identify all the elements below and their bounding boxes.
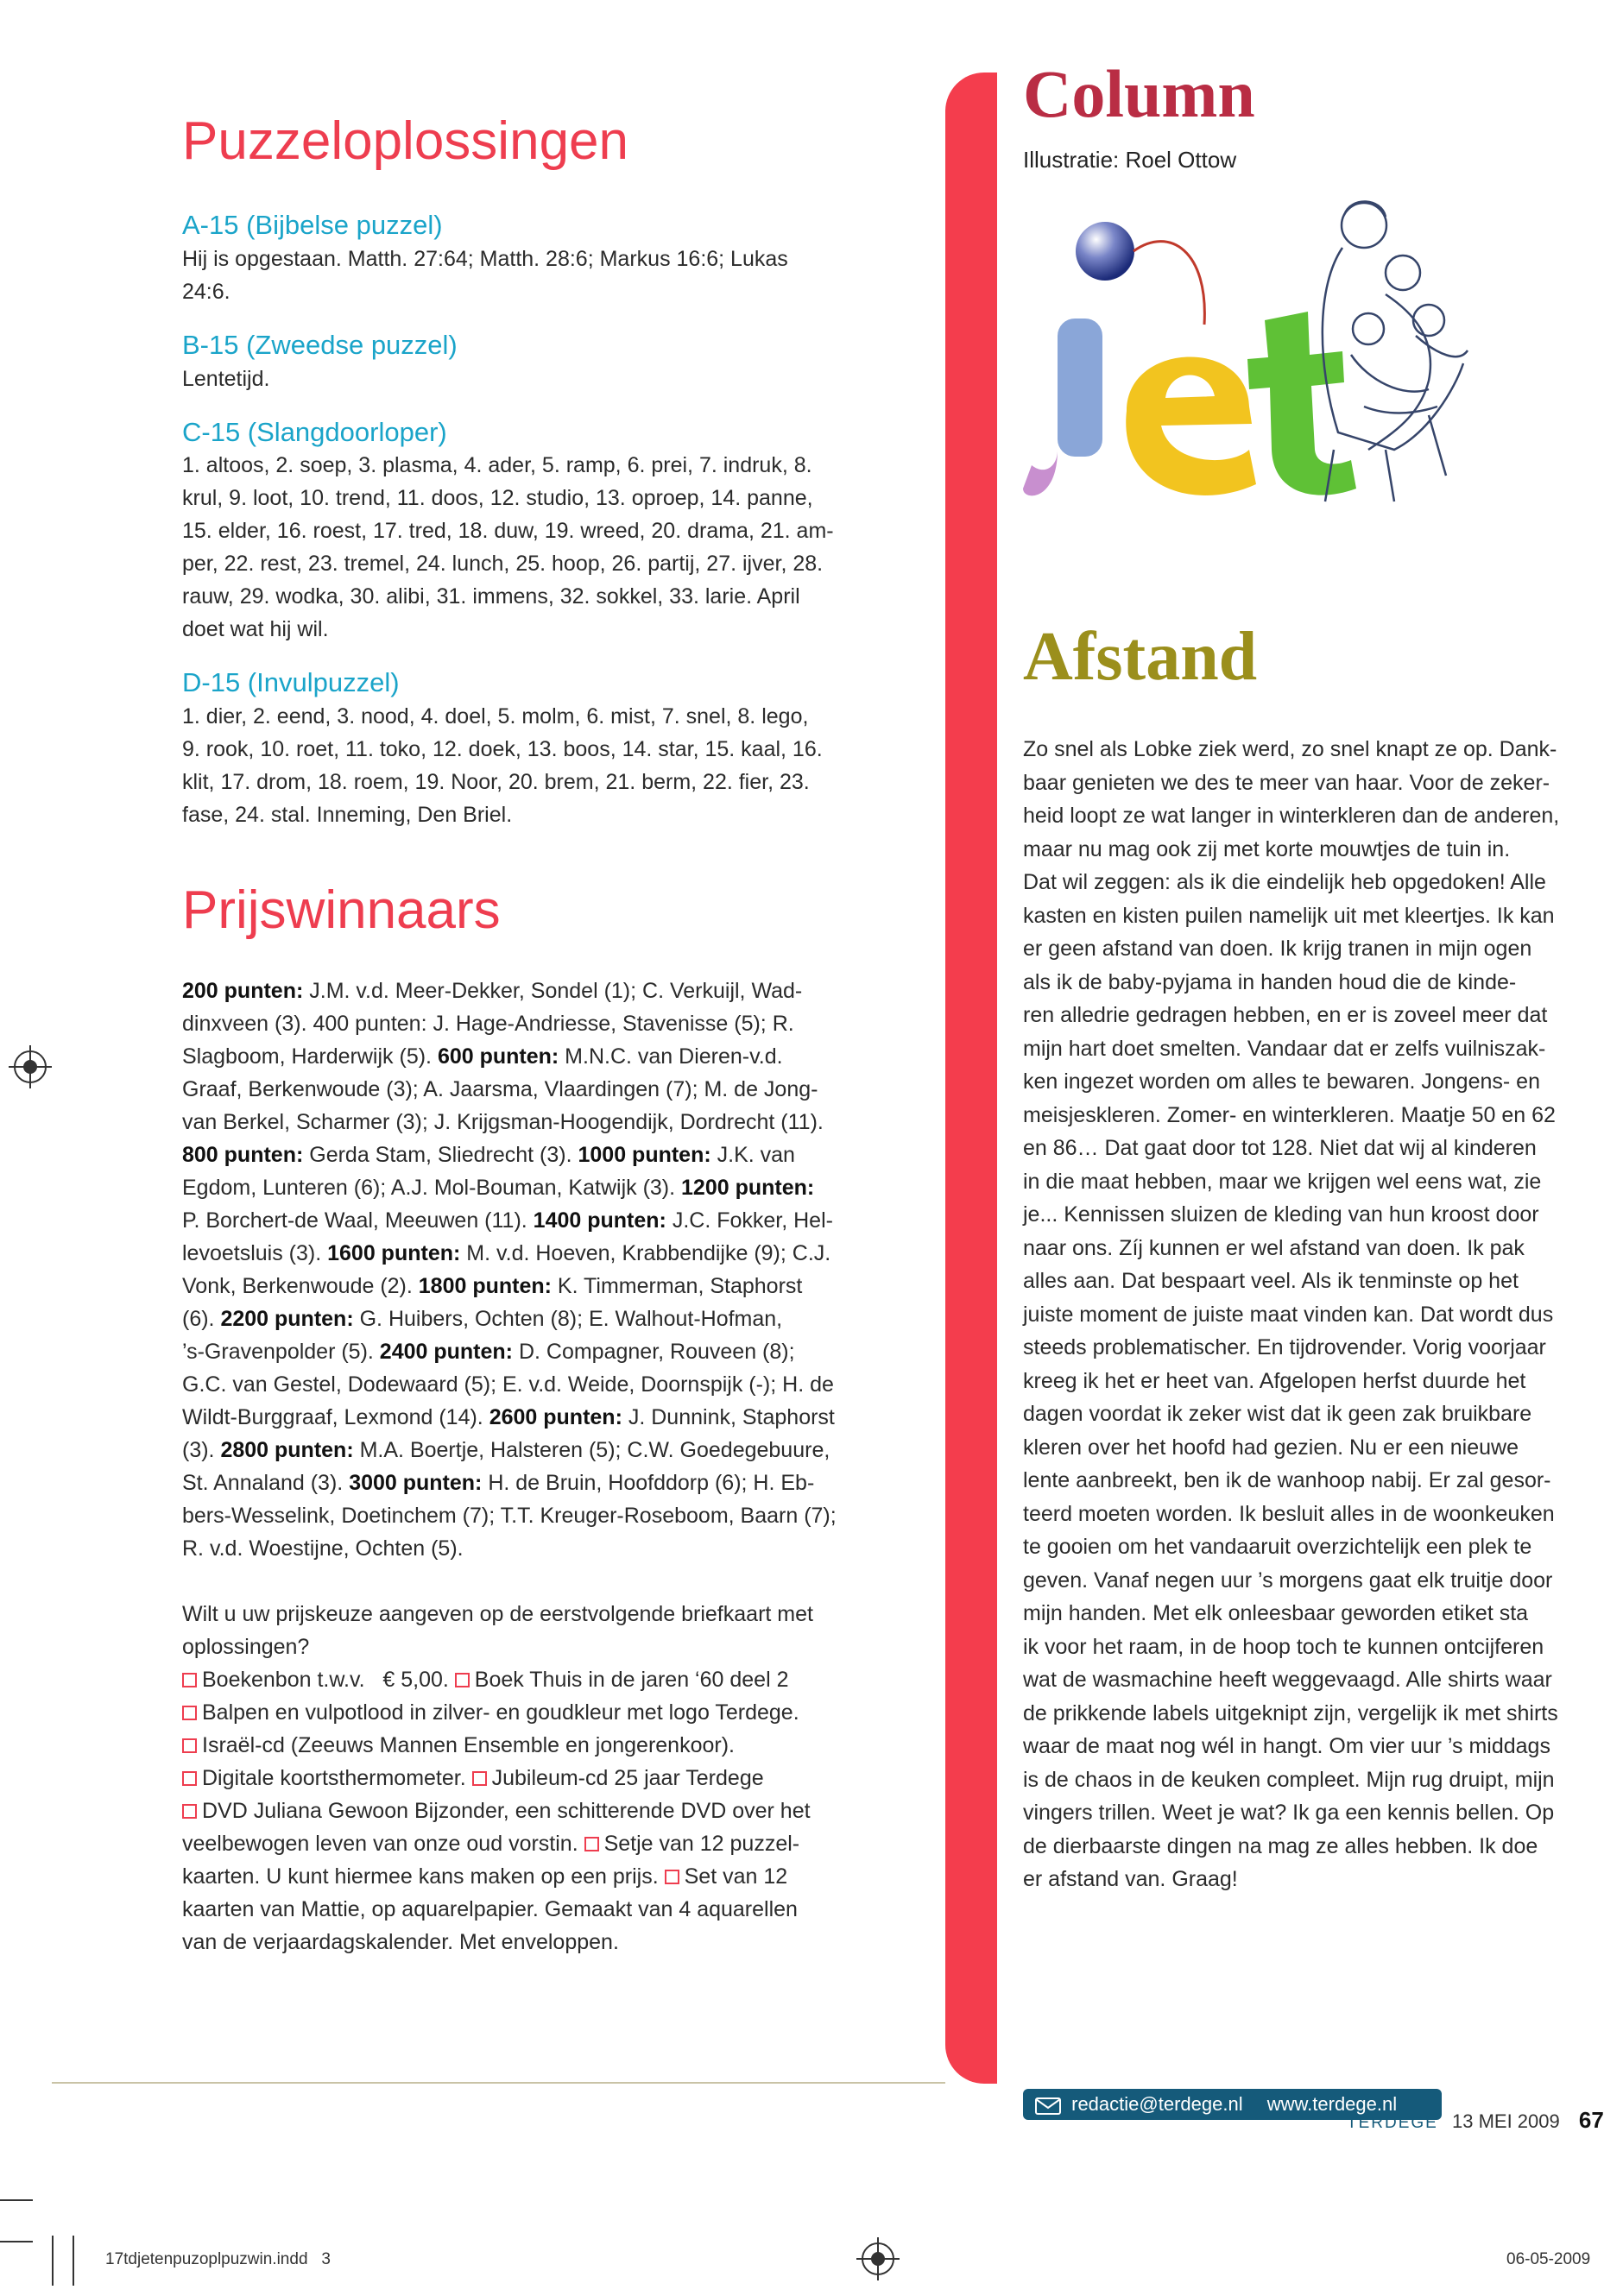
column-body-line: mijn handen. Met elk onleesbaar geworden etiket sta [1023, 1601, 1529, 1625]
points-label: 2200 punten: [220, 1307, 354, 1332]
registration-mark-icon [862, 2242, 894, 2275]
line-text: M.A. Boertje, Halsteren (5); C.W. Goedegebuure, [353, 1438, 830, 1463]
choice-line [182, 1729, 873, 1762]
crop-mark [0, 2199, 33, 2201]
puzzle-section-heading: A-15 (Bijbelse puzzel) [182, 210, 443, 241]
column-body-line: te gooien om het vandaaruit overzichtelijk een plek te [1023, 1535, 1532, 1559]
choice-line [182, 1631, 873, 1663]
red-side-band [945, 73, 997, 2084]
column-body-line: en 86… Dat gaat door tot 128. Niet dat wij al kinderen [1023, 1136, 1537, 1160]
slug-filename: 17tdjetenpuzoplpuzwin.indd 3 [105, 2250, 331, 2268]
puzzle-solutions [182, 209, 873, 831]
column-body-line: maar nu mag ook zij met korte mouwtjes de tuin in. [1023, 836, 1511, 861]
line-text: (6). [182, 1307, 221, 1332]
puzzle-section-line: 1. altoos, 2. soep, 3. plasma, 4. ader, 5. ramp, 6. prei, 7. indruk, 8. [182, 453, 812, 478]
jet-logo-icon [1023, 191, 1489, 536]
line-text: J.M. v.d. Meer-Dekker, Sondel (1); C. Verkuijl, Wad- [303, 979, 803, 1004]
column-body-line: heid loopt ze wat langer in winterkleren dan de anderen, [1023, 804, 1560, 828]
line-text: levoetsluis (3). [182, 1241, 328, 1266]
line-text: Jubileum-cd 25 jaar Terdege [491, 1766, 764, 1791]
puzzle-section [182, 329, 873, 395]
choice-line [182, 1893, 873, 1926]
illustration-credit: Illustratie: Roel Ottow [1023, 147, 1237, 173]
line-text: DVD Juliana Gewoon Bijzonder, een schitterende DVD over het [202, 1799, 811, 1824]
checkbox-icon [182, 1673, 197, 1687]
puzzle-section [182, 209, 873, 308]
points-label: 1200 punten: [681, 1176, 815, 1201]
column-body-line: is de chaos in de keuken compleet. Mijn rug druipt, mijn [1023, 1767, 1555, 1792]
points-label: 1800 punten: [418, 1274, 552, 1299]
points-label: 2400 punten: [379, 1340, 513, 1365]
column-body-line: naar ons. Zíj kunnen er wel afstand van doen. Ik pak [1023, 1235, 1525, 1260]
choice-line [182, 1795, 873, 1827]
points-label: 3000 punten: [349, 1471, 483, 1496]
puzzle-section-heading: C-15 (Slangdoorloper) [182, 416, 447, 447]
column-body-line: dagen voordat ik zeker wist dat ik geen zak bruikbare [1023, 1402, 1532, 1426]
puzzle-section-line: 15. elder, 16. roest, 17. tred, 18. duw, 19. wreed, 20. drama, 21. am- [182, 519, 834, 544]
puzzle-section-line: 1. dier, 2. eend, 3. nood, 4. doel, 5. molm, 6. mist, 7. snel, 8. lego, [182, 704, 809, 729]
winners-line [182, 1040, 873, 1073]
column-body-line: kleren over het hoofd had gezien. Nu er een nieuwe [1023, 1435, 1519, 1460]
winners-line [182, 1303, 873, 1335]
column-body-line: alles aan. Dat bespaart veel. Als ik tenminste op het [1023, 1269, 1519, 1293]
registration-mark-icon [14, 1050, 47, 1083]
column-body-line: de prikkende labels uitgeknipt zijn, vergelijk ik met shirts [1023, 1700, 1558, 1725]
line-text: Vonk, Berkenwoude (2). [182, 1274, 419, 1299]
choice-line [182, 1926, 873, 1959]
envelope-icon [1035, 2093, 1061, 2124]
winners-line [182, 975, 873, 1007]
points-label: 1600 punten: [327, 1241, 461, 1266]
line-text: Balpen en vulpotlood in zilver- en goudkleur met logo Terdege. [202, 1700, 799, 1725]
line-text: G.C. van Gestel, Dodewaard (5); E. v.d. Weide, Doornspijk (-); H. de [182, 1372, 834, 1397]
line-text: J.K. van [710, 1143, 795, 1168]
choice-line [182, 1663, 873, 1696]
column-body-line: wat de wasmachine heeft weggevaagd. Alle shirts waar [1023, 1668, 1552, 1692]
column-body-line: kreeg ik het er heet van. Afgelopen herfst duurde het [1023, 1368, 1526, 1393]
issue-date: 13 MEI 2009 [1451, 2110, 1560, 2132]
column-body-line: baar genieten we des te meer van haar. Voor de zeker- [1023, 770, 1550, 795]
column-body-line: ik voor het raam, in de hoop toch te kunnen ontcijferen [1023, 1634, 1544, 1659]
right-column [1023, 56, 1593, 1896]
puzzle-section-line: 24:6. [182, 279, 230, 304]
line-text: K. Timmerman, Staphorst [551, 1274, 803, 1299]
line-text: Gerda Stam, Sliedrecht (3). [303, 1143, 578, 1168]
line-text: kaarten van Mattie, op aquarelpapier. Gemaakt van 4 aquarellen [182, 1897, 798, 1922]
choice-line [182, 1860, 873, 1893]
checkbox-icon [584, 1837, 599, 1851]
line-text: D. Compagner, Rouveen (8); [513, 1340, 795, 1365]
winners-line [182, 1204, 873, 1237]
website-link[interactable]: www.terdege.nl [1266, 2093, 1398, 2115]
puzzle-section-line: rauw, 29. wodka, 30. alibi, 31. immens, 32. sokkel, 33. larie. April [182, 584, 800, 609]
winners-line [182, 1532, 873, 1565]
points-label: 200 punten: [182, 979, 304, 1004]
magazine-name: TERDEGE [1347, 2114, 1438, 2132]
line-text: Graaf, Berkenwoude (3); A. Jaarsma, Vlaardingen (7); M. de Jong- [182, 1077, 818, 1102]
line-text: J.C. Fokker, Hel- [666, 1208, 833, 1233]
jet-illustration [1023, 191, 1489, 536]
line-text: P. Borchert-de Waal, Meeuwen (11). [182, 1208, 534, 1233]
winners-line [182, 1401, 873, 1434]
puzzle-section [182, 666, 873, 831]
line-text: bers-Wesselink, Doetinchem (7); T.T. Kreuger-Roseboom, Baarn (7); [182, 1504, 837, 1529]
winners-line [182, 1171, 873, 1204]
puzzle-section-line: Hij is opgestaan. Matth. 27:64; Matth. 28:6; Markus 16:6; Lukas [182, 246, 788, 271]
column-body-line: de dierbaarste dingen na mag ze alles hebben. Ik doe [1023, 1833, 1538, 1858]
line-text: dinxveen (3). 400 punten: J. Hage-Andriesse, Stavenisse (5); R. [182, 1012, 794, 1037]
points-label: 1000 punten: [578, 1143, 711, 1168]
choice-line [182, 1696, 873, 1729]
puzzle-title: Puzzeloplossingen [182, 111, 629, 171]
column-body-line: er geen afstand van doen. Ik krijg tranen in mijn ogen [1023, 937, 1532, 961]
line-text: (3). [182, 1438, 221, 1463]
winners-line [182, 1073, 873, 1106]
puzzle-section [182, 416, 873, 647]
line-text: Slagboom, Harderwijk (5). [182, 1044, 438, 1069]
winners-line [182, 1368, 873, 1401]
puzzle-section-line: per, 22. rest, 23. tremel, 24. lunch, 25. hoop, 26. partij, 27. ijver, 28. [182, 552, 824, 577]
column-body-line: vingers trillen. Weet je wat? Ik ga een kennis bellen. Op [1023, 1801, 1555, 1825]
line-text: M. v.d. Hoeven, Krabbendijke (9); C.J. [460, 1241, 831, 1266]
prize-choice [182, 1598, 873, 1959]
column-body-line: juiste moment de juiste maat vinden kan. Dat wordt dus [1023, 1302, 1554, 1327]
line-text: veelbewogen leven van onze oud vorstin. [182, 1832, 584, 1857]
column-body-line: waar de maat nog wél in hangt. Om vier uur ’s middags [1023, 1734, 1550, 1758]
winners-line [182, 1270, 873, 1303]
winners-line [182, 1139, 873, 1171]
points-label: 600 punten: [437, 1044, 559, 1069]
puzzle-section-line: krul, 9. loot, 10. trend, 11. doos, 12. studio, 13. oproep, 14. panne, [182, 486, 813, 511]
winners-list [182, 975, 873, 1565]
line-text: Setje van 12 puzzel- [603, 1832, 800, 1857]
column-body-line: als ik de baby-pyjama in handen houd die de kinde- [1023, 969, 1517, 994]
checkbox-icon [455, 1673, 470, 1687]
points-label: 2800 punten: [220, 1438, 354, 1463]
column-body-line: meisjeskleren. Zomer- en winterkleren. Maatje 50 en 62 [1023, 1102, 1556, 1127]
puzzle-section-line: fase, 24. stal. Inneming, Den Briel. [182, 803, 513, 828]
email-link[interactable]: redactie@terdege.nl [1071, 2093, 1243, 2115]
column-body [1023, 733, 1593, 1896]
choice-line [182, 1827, 873, 1860]
winners-line [182, 1106, 873, 1139]
crop-mark [0, 2241, 33, 2242]
winners-line [182, 1499, 873, 1532]
crop-mark [52, 2236, 54, 2286]
line-text: van Berkel, Scharmer (3); J. Krijgsman-Hoogendijk, Dordrecht (11). [182, 1110, 824, 1135]
winners-line [182, 1467, 873, 1499]
winners-line [182, 1007, 873, 1040]
column-body-line: kasten en kisten puilen namelijk uit met kleertjes. Ik kan [1023, 903, 1555, 928]
column-body-line: Zo snel als Lobke ziek werd, zo snel knapt ze op. Dank- [1023, 737, 1557, 761]
left-column [182, 112, 873, 1959]
column-label: Column [1023, 56, 1255, 131]
puzzle-section-heading: B-15 (Zweedse puzzel) [182, 329, 458, 360]
points-label: 800 punten: [182, 1143, 304, 1168]
page-number: 67 [1578, 2107, 1604, 2133]
line-text: R. v.d. Woestijne, Ochten (5). [182, 1536, 464, 1561]
line-text: van de verjaardagskalender. Met enveloppen. [182, 1930, 619, 1955]
choice-line [182, 1598, 873, 1631]
puzzle-section-line: klit, 17. drom, 18. roem, 19. Noor, 20. brem, 21. berm, 22. fier, 23. [182, 770, 810, 795]
winners-title: Prijswinnaars [182, 880, 501, 941]
puzzle-section-line: 9. rook, 10. roet, 11. toko, 12. doek, 13. boos, 14. star, 15. kaal, 16. [182, 737, 823, 762]
checkbox-icon [472, 1771, 487, 1786]
column-body-line: teerd moeten worden. Ik besluit alles in de woonkeuken [1023, 1501, 1555, 1526]
line-text: oplossingen? [182, 1635, 310, 1660]
choice-line [182, 1762, 873, 1795]
column-body-line: Dat wil zeggen: als ik die eindelijk heb opgedoken! Alle [1023, 870, 1546, 894]
line-text: J. Dunnink, Staphorst [622, 1405, 835, 1430]
line-text: kaarten. U kunt hiermee kans maken op een prijs. [182, 1864, 665, 1889]
line-text: Wildt-Burggraaf, Lexmond (14). [182, 1405, 489, 1430]
winners-line [182, 1335, 873, 1368]
line-text: Wilt u uw prijskeuze aangeven op de eerstvolgende briefkaart met [182, 1602, 813, 1627]
column-body-line: ren alledrie gedragen hebben, en er is zoveel meer dat [1023, 1003, 1548, 1027]
line-text: St. Annaland (3). [182, 1471, 350, 1496]
crop-mark [73, 2236, 74, 2286]
column-body-line: geven. Vanaf negen uur ’s morgens gaat elk truitje door [1023, 1567, 1553, 1593]
puzzle-section-line: Lentetijd. [182, 366, 270, 391]
line-text: Boek Thuis in de jaren ‘60 deel 2 [474, 1668, 789, 1693]
winners-line [182, 1434, 873, 1467]
column-body-line: je... Kennissen sluizen de kleding van hun kroost door [1023, 1202, 1539, 1227]
column-body-line: mijn hart doet smelten. Vandaar dat er zelfs vuilniszak- [1023, 1036, 1546, 1061]
checkbox-icon [182, 1738, 197, 1753]
checkbox-icon [182, 1771, 197, 1786]
points-label: 2600 punten: [489, 1405, 622, 1430]
column-body-line: ken ingezet worden om alles te bewaren. Jongens- en [1023, 1069, 1540, 1094]
line-text: Boekenbon t.w.v. € 5,00. [202, 1668, 455, 1693]
points-label: 1400 punten: [533, 1208, 666, 1233]
column-body-line: steeds problematischer. En tijdrovender. Vorig voorjaar [1023, 1335, 1546, 1359]
winners-line [182, 1237, 873, 1270]
column-body-line: er afstand van. Graag! [1023, 1867, 1238, 1891]
checkbox-icon [182, 1804, 197, 1819]
checkbox-icon [665, 1870, 679, 1884]
line-text: M.N.C. van Dieren-v.d. [559, 1044, 783, 1069]
puzzle-section-heading: D-15 (Invulpuzzel) [182, 667, 400, 698]
column-body-line: in die maat hebben, maar we krijgen wel eens wat, zie [1023, 1169, 1542, 1194]
line-text: Set van 12 [684, 1864, 788, 1889]
line-text: H. de Bruin, Hoofddorp (6); H. Eb- [482, 1471, 815, 1496]
line-text: ’s-Gravenpolder (5). [182, 1340, 380, 1365]
page-footer [1347, 2107, 1604, 2134]
line-text: Digitale koortsthermometer. [202, 1766, 472, 1791]
line-text: Israël-cd (Zeeuws Mannen Ensemble en jongerenkoor). [202, 1733, 735, 1758]
line-text: Egdom, Lunteren (6); A.J. Mol-Bouman, Katwijk (3). [182, 1176, 682, 1201]
column-body-line: lente aanbreekt, ben ik de wanhoop nabij. Er zal gesor- [1023, 1468, 1551, 1492]
slug-date: 06-05-2009 [1506, 2250, 1591, 2268]
puzzle-section-line: doet wat hij wil. [182, 617, 329, 642]
divider-line [52, 2082, 945, 2084]
checkbox-icon [182, 1706, 197, 1720]
line-text: G. Huibers, Ochten (8); E. Walhout-Hofman, [353, 1307, 783, 1332]
column-title: Afstand [1023, 619, 1258, 695]
